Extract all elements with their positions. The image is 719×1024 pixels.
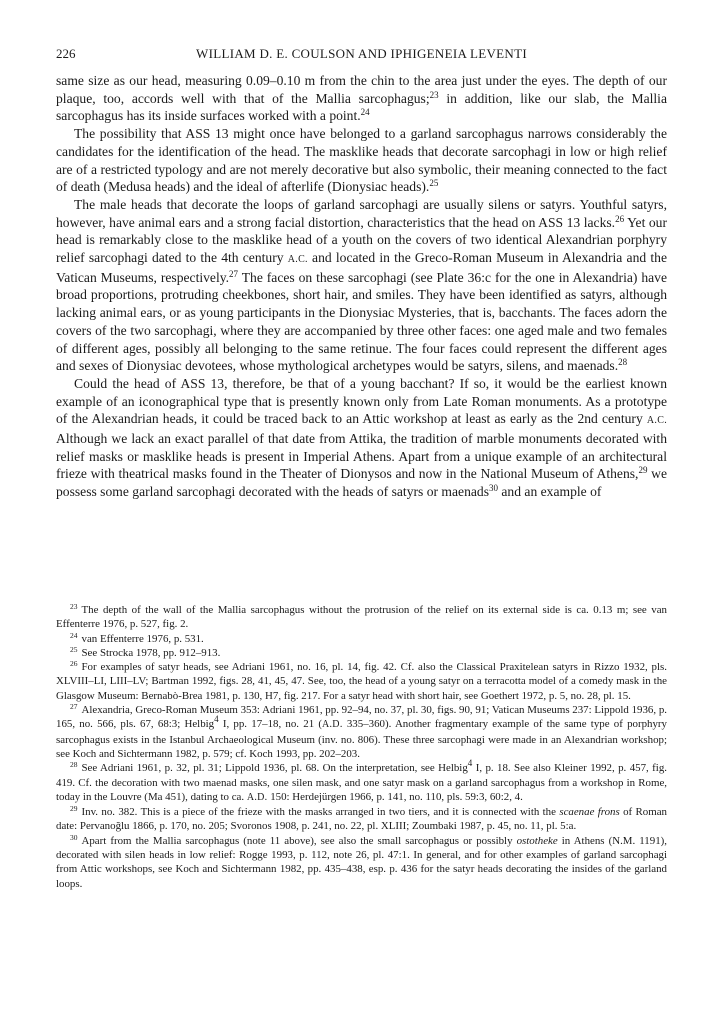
era-abbrev: A.C.: [646, 415, 667, 427]
page-header: [56, 46, 667, 72]
footnote-text: van Effenterre 1976, p. 531.: [81, 632, 204, 645]
era-abbrev: A.D.: [246, 791, 268, 803]
footnote-number: 28: [70, 760, 78, 770]
footnote-text: See Adriani 1961, p. 32, pl. 31; Lippold 1936, pl. 68. On the interpretation, see Helbig: [81, 762, 468, 775]
text-run: The male heads that decorate the loops of garland sarcophagi are usually silens or satyrs. Youthful satyrs, however, have animal ears and a strong facial distortion, characteristics that the head on ASS 13 lacks.: [56, 196, 667, 230]
text-run: Could the head of ASS 13, therefore, be that of a young bacchant? If so, it would be the earliest known example of an iconographical type that is presently known only from Late Roman monuments. As a prototype of the Alexandrian heads, it could be traced back to an Attic workshop at least as early as the 2nd century: [56, 375, 667, 427]
footnote-text: For examples of satyr heads, see Adriani 1961, no. 16, pl. 14, fig. 42. Cf. also the Classical Praxitelean satyrs in Rizzo 1932, pls. XLVIII–LI, LIII–LV; Bartman 1992, figs. 28, 41, 45, 47. See, too, the head of a young satyr on a terracotta model of a comedy mask in the Glasgow Museum: Bernabò-Brea 1981, p. 130, H7, fig. 217. For a satyr head with short hair, see Goethert 1972, p. 5, no. 28, pl. 15.: [56, 661, 667, 702]
footnote-30: [56, 834, 667, 891]
footnote-number: 24: [70, 630, 78, 640]
paragraph-3: [56, 196, 667, 375]
italic-term: ostotheke: [516, 834, 558, 847]
footnote-text: in Athens (N.M. 1191), decorated with silen heads in low relief: Rogge 1993, p. 112, note 26, pl. 47:1. In general, and for other examples of garland sarcophagi from Attic workshops, see Koch and Sichtermann 1982, pp. 435–438, esp. p. 436 for the satyr heads decorating the insides of the garland loops.: [56, 834, 667, 890]
footnote-number: 27: [70, 702, 78, 712]
paragraph-1: [56, 72, 667, 125]
footnote-27: [56, 703, 667, 761]
footnote-23: [56, 603, 667, 632]
footnote-number: 30: [70, 832, 78, 842]
text-run: Although we lack an exact parallel of that date from Attika, the tradition of marble monuments decorated with relief masks or masklike heads is present in Imperial Athens. Apart from a unique example of an architectural frieze with theatrical masks found in the Theater of Dionysos and now in the National Museum of Athens,: [56, 431, 667, 482]
footnotes: [56, 603, 667, 891]
footnote-26: [56, 660, 667, 703]
paragraph-2: [56, 125, 667, 196]
body-text: [56, 72, 667, 501]
edition-superscript: 4: [214, 714, 219, 725]
footnote-ref: 24: [360, 107, 370, 118]
footnote-ref: 26: [615, 213, 625, 224]
footnote-text: of Roman date: Pervanoğlu 1866, p. 170, no. 205; Svoronos 1908, p. 241, no. 22, pl. XLIII; Zoumbaki 1987, p. 45, no. 11, pl. 5:a.: [56, 806, 667, 833]
page-number: 226: [56, 46, 76, 61]
footnote-text: See Strocka 1978, pp. 912–913.: [81, 646, 221, 659]
footnote-ref: 25: [429, 178, 439, 189]
footnote-25: [56, 646, 667, 660]
footnote-ref: 29: [638, 465, 648, 476]
text-run: in addition, like our slab, the Mallia sarcophagus has its inside surfaces worked with a point.: [56, 90, 667, 124]
text-run: we possess some garland sarcophagi decorated with the heads of satyrs or maenads: [56, 466, 668, 500]
italic-term: scaenae frons: [559, 806, 620, 819]
paragraph-4: [56, 375, 667, 501]
footnote-number: 29: [70, 804, 78, 814]
text-run: and located in the Greco-Roman Museum in Alexandria and the Vatican Museums, respectively.: [56, 250, 667, 285]
footnote-text: I, pp. 17–18, no. 21 (: [218, 718, 322, 731]
footnote-text: Alexandria, Greco-Roman Museum 353: Adriani 1961, pp. 92–94, no. 37, pl. 30, figs. 90, 91; Vatican Museums 237: Lippold 1936, p. 165, no. 566, pls. 67, 68:3; Helbig: [56, 704, 667, 731]
text-run: The possibility that ASS 13 might once have belonged to a garland sarcophagus narrows considerably the candidates for the identification of the head. The masklike heads that decorate sarcophagi in low or high relief are of a restricted typology and are not merely decorative but also symbolic, their meaning connected to the fact of death (Medusa heads) and the ideal of afterlife (Dionysiac heads).: [56, 126, 667, 195]
page: [56, 46, 667, 501]
footnote-ref: 30: [488, 483, 498, 494]
footnote-text: Apart from the Mallia sarcophagus (note 11 above), see also the small sarcophagus or possibly: [81, 834, 517, 847]
footnote-ref: 23: [429, 89, 439, 100]
footnote-28: [56, 758, 667, 805]
footnote-text: I, p. 18. See also Kleiner 1992, p. 457, fig. 419. Cf. the decoration with two maenad masks, one silen mask, and one satyr mask on a garland sarcophagus from a workshop in Rome, today in the Louvre (Ma 451), dating to ca.: [56, 762, 667, 803]
text-run: and an example of: [497, 484, 602, 500]
era-abbrev: A.C.: [287, 254, 308, 266]
footnote-number: 25: [70, 644, 78, 654]
footnote-29: [56, 805, 667, 834]
footnote-text: 150: Herdejürgen 1966, p. 141, no. 110, pls. 59:3, 60:2, 4.: [267, 790, 523, 803]
footnote-number: 23: [70, 602, 78, 611]
running-head: WILLIAM D. E. COULSON AND IPHIGENEIA LEVENTI: [196, 46, 527, 61]
text-run: same size as our head, measuring 0.09–0.10 m from the chin to the area just under the eyes. The depth of our plaque, too, accords well with that of the Mallia sarcophagus;: [56, 73, 667, 106]
text-run: Yet our head is remarkably close to the masklike head of a youth on the covers of two identical Alexandrian porphyry relief sarcophagi dated to the 4th century: [56, 214, 667, 266]
text-run: The faces on these sarcophagi (see Plate 36:c for the one in Alexandria) have broad proportions, protruding cheekbones, short hair, and smiles. They have been identified as satyrs, although lacking animal ears, or as young participants in the Dionysiac Mysteries, that is, bacchants. The faces adorn the covers of the two sarcophagi, where they are accompanied by three other faces: one aged male and two females of different ages, possibly all belonging to the same retinue. The four faces could represent the different ages and sexes of Dionysiac devotees, whose mythological archetypes would be satyrs, silens, and maenads.: [56, 269, 667, 374]
footnote-ref: 27: [229, 268, 239, 279]
footnote-text: The depth of the wall of the Mallia sarcophagus without the protrusion of the relief on its external side is ca. 0.13 m; see van Effenterre 1976, p. 527, fig. 2.: [56, 604, 667, 631]
footnote-number: 26: [70, 659, 78, 669]
era-abbrev: A.D.: [321, 719, 343, 731]
footnote-ref: 28: [618, 357, 628, 368]
footnote-24: [56, 632, 667, 646]
footnote-text: Inv. no. 382. This is a piece of the frieze with the masks arranged in two tiers, and it is connected with the: [81, 806, 560, 819]
edition-superscript: 4: [467, 758, 473, 769]
footnote-text: 335–360). Another fragmentary example of the same type of porphyry sarcophagus exists in the Istanbul Archaeological Museum (inv. no. 806). These three sarcophagi were made in an Alexandrian workshop; see Koch and Sichtermann 1982, p. 579; cf. Koch 1993, pp. 202–203.: [56, 718, 667, 760]
